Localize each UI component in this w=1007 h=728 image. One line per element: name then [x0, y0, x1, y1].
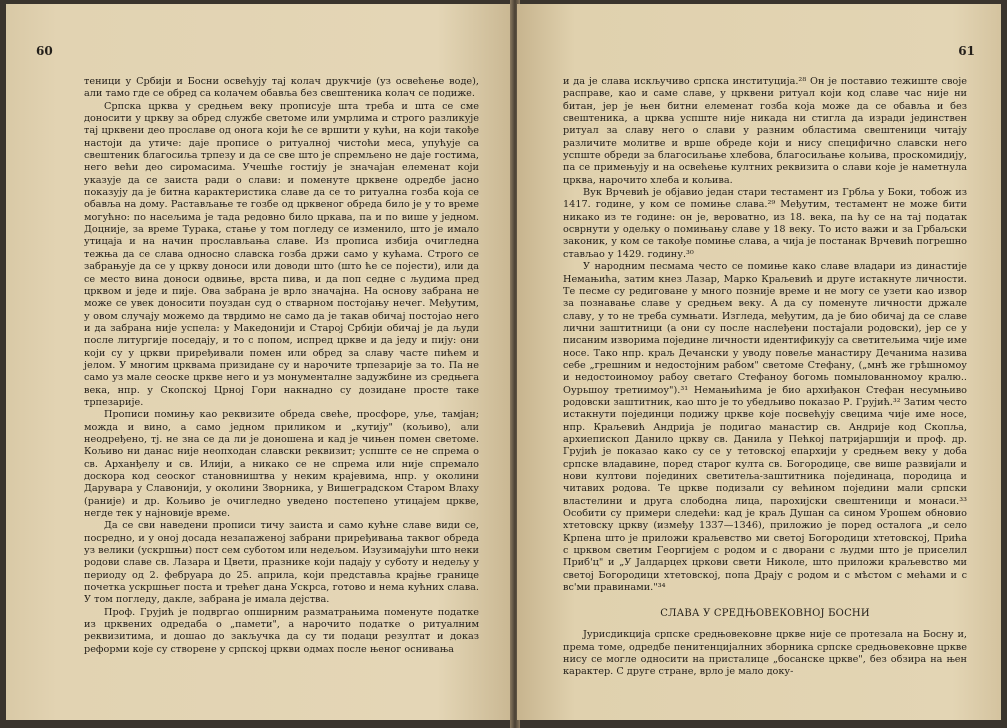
left-paragraph-1: теници у Србији и Босни освећују тај колач друкчије (уз освећење водe), али тамо где се обред са колачем обавља без свештеника колач се подиже.	[84, 76, 479, 100]
section-heading: СЛАВА У СРЕДЊОВЕКОВНОЈ БОСНИ	[660, 608, 870, 620]
page-number-left: 60	[36, 44, 53, 58]
page-number-right: 61	[958, 44, 975, 58]
left-page	[6, 4, 513, 720]
right-paragraph-2: Вук Врчевић је објавио један стари тестамент из Грбља у Боки, тобож из 1417. године, у ком се помиње слава.²⁹ Међутим, тестамент не може бити никако из те године: он је, вероватно, из 18. века, па ћу се на тај податак осврнути у одељку о помињању славе у 18 веку. То исто важи и за Грбаљски законик, у ком се такође помиње слава, а чија је постанак Врчевић погрешно стављао у 1429. годину.³⁰	[563, 187, 967, 260]
right-paragraph-3: У народним песмама често се помиње како славе владари из династије Немањића, затим кнез Лазар, Марко Краљевић и друге истакнуте личности. Те песме су редиговане у много познијe време и не могу се узети као извор за познавање славе у средњем веку. А да су поменуте личности држале славу, у то не треба сумњати. Изгледа, међутим, да је био обичај да се славе лични заштитници (а они су после наслеђени постајали родовски), јер се у писаним изворима поједине личности идентификују са светитељима чије име носе. Тако нпр. краљ Дечански у уводу повеље манастиру Дечанима назива себе „грешним и недостојним рабом" светоме Стефану, („мнѣ же грѣшномоу и недостоиномоу рабоу светаго Стефаноу богомь помылованномоу кралю.. Оурьшоу третиимоу").³¹ Немањићима је био архиђакон Стефан несумњиво родовски заштитник, као што је то убедљиво показао Р. Грујић.³² Затим често истакнути појединци подижу цркве које посвећују свецима чије име носе, нпр. Краљевић Андрија је подигао манастир св. Андрије код Скопља, архиепископ Данило цркву св. Данила у Пећкој патријаршији и проф. др. Грујић је показао како су се у тетовској епархији у средњем веку у доба српске владавине, поред старог култа св. Богородице, све више развијали и нови култови појединих светитеља-заштитника појединаца, породица и читавих родова. Те цркве подизали су већином поједини мали српски властелини и друга слободна лица, парохијски свештеници и монаси.³³ Особити су примери следећи: кад је краљ Душан са сином Урошем обновио хтетовску цркву (између 1337—1346), приложио је поред осталога „и село Крпена што је приложи краљевство ми светој Богородици хтетовској, Прића с црквом светим Георгијем с родом и с дворани с људми што је приселил Приб'ц" и „У Јалдарцех цркови свети Николе, што приложи краљевство ми светој Богородици хтетовској, попа Драју с родом и с мѣстом с мећами и с вс'ми правинами."³⁴	[563, 261, 967, 594]
right-page	[517, 4, 1001, 720]
right-paragraph-1: и да је слава искључиво српска институција.²⁸ Он је поставио тежиште своје расправе, као и саме славе, у црквени ритуал који код славе час није ни битан, јер је њен битни елеменат гозба која може да се обавља и без свештеника, а црква успште није никада ни стигла да изради јединствен ритуал за славу него о слави у разним областима свештеници читају различите молитве и врше обреде који и нису специфично славски него успште обреди за благосиљање хлебова, благосиљање кољива, проскомидију, па се примењују и на освећење култних реквизита о слави које је наметнула црква, нарочито хлеба и кољива.	[563, 76, 967, 186]
left-paragraph-2: Српска црква у средњем веку прописује шта треба и шта се сме доносити у цркву за обред службе светоме или умрлима и строго разликује тај црквени део прославе од онога који ће се вршити у кући, на који такође настоји да утиче: даје прописе о ритуалној чистоћи меса, упућује са свештеник благосиља трпезу и да се све што је спремљено не даје гостима, него већи део сиромасима. Учешће гостију је значајан елеменат који указује да се заиста ради о слави: и поменуте црквене одредбе јасно показују да је битна карактеристика славе да се то ритуална гозба која се обавља на дому. Растављање те гозбе од црквеног обреда било је у то време могућно: по насељима је тада редовно било цркава, па и по више у једном. Доцније, за време Турака, стање у том погледу се изменило, што је имало утицаја и на начин прослављања славе. Из прописа избија очигледна тежња да се слава односно славска гозба држи само у кућама. Строго се забрањује да се у цркву доноси или доводи што (што ће се појести), или да се место вина доноси одвиње, врста пива, и да поп седне с људима пред црквом и једе и пије. Ова забрана је врло значајна. На основу забрана не може се увек доносити поуздан суд о стварном постојању нечег. Међутим, у овом случају можемо да тврдимо не само да је такав обичај постојао него и да забрана није успела: у Македонији и Старој Србији обичај је да људи после литургије поседају, и то с попом, испред цркве и да једу и пију: они који су у цркви приређивали помен или обред за славу часте пићем и јелом. У многим црквама призидане су и нарочите трпезарије за то. Па не само уз мале сеоске цркве него и уз монументалне задужбине из средњега века, нпр. у Скопској Црној Гори накнадно су дозидане просте таке трпезарије.	[84, 100, 479, 408]
left-paragraph-5: Проф. Грујић је подвргао опширним разматрањима поменуте податке из црквених одредаба о „памети", а нарочито податке о ритуалним реквизитима, и дошао до закључка да су ти подаци резултат и доказ реформи које су створене у српској цркви одмах после њеног оснивања	[84, 606, 479, 655]
left-paragraph-3: Прописи помињу као реквизите обреда свеће, просфоре, уље, тамјан; можда и вино, а само једном приликом и „кутију" (кољиво), али неодређено, тј. не зна се да ли је доношена и кад је чињен помен светоме. Кољиво ни данас није неопходан славски реквизит; успште се не спрема о св. Арханђелу и св. Илији, а никако се не спрема или није спремало доскора код сеоског становништва у неким крајевима, нпр. у околини Дарувара у Славонији, у околини Зворника, у Вишеградском Старом Влаху (раније) и др. Кољиво је очигледно уведено постепено утицајем цркве, негде тек у најновије време.	[84, 409, 479, 520]
left-paragraph-4: Да се сви наведени прописи тичу заиста и само кућне славе види се, посредно, и у оној досада незапаженој забрани приређивања таквог обреда уз велики (ускршњи) пост сем суботом или недељом. Изузимајући што неки родови славе св. Лазара и Цвети, празнике који падају у суботу и недељу у периоду од 2. фебруара до 25. априла, који представља крајње границе почетка ускршњег поста и трећег дана Ускрса, готово и нема кућних слава. У том погледу, дакле, забрана је имала дејства.	[84, 520, 479, 606]
right-section-paragraph-1: Јурисдикција српске средњовековне цркве није се протезала на Босну и, према томе, одредбе пенитенцијалних зборника српске средњовековне цркве нису се могле односити на присталице „босанске цркве", без обзира на њен карактер. С друге стране, врло је мало доку-	[563, 629, 967, 678]
